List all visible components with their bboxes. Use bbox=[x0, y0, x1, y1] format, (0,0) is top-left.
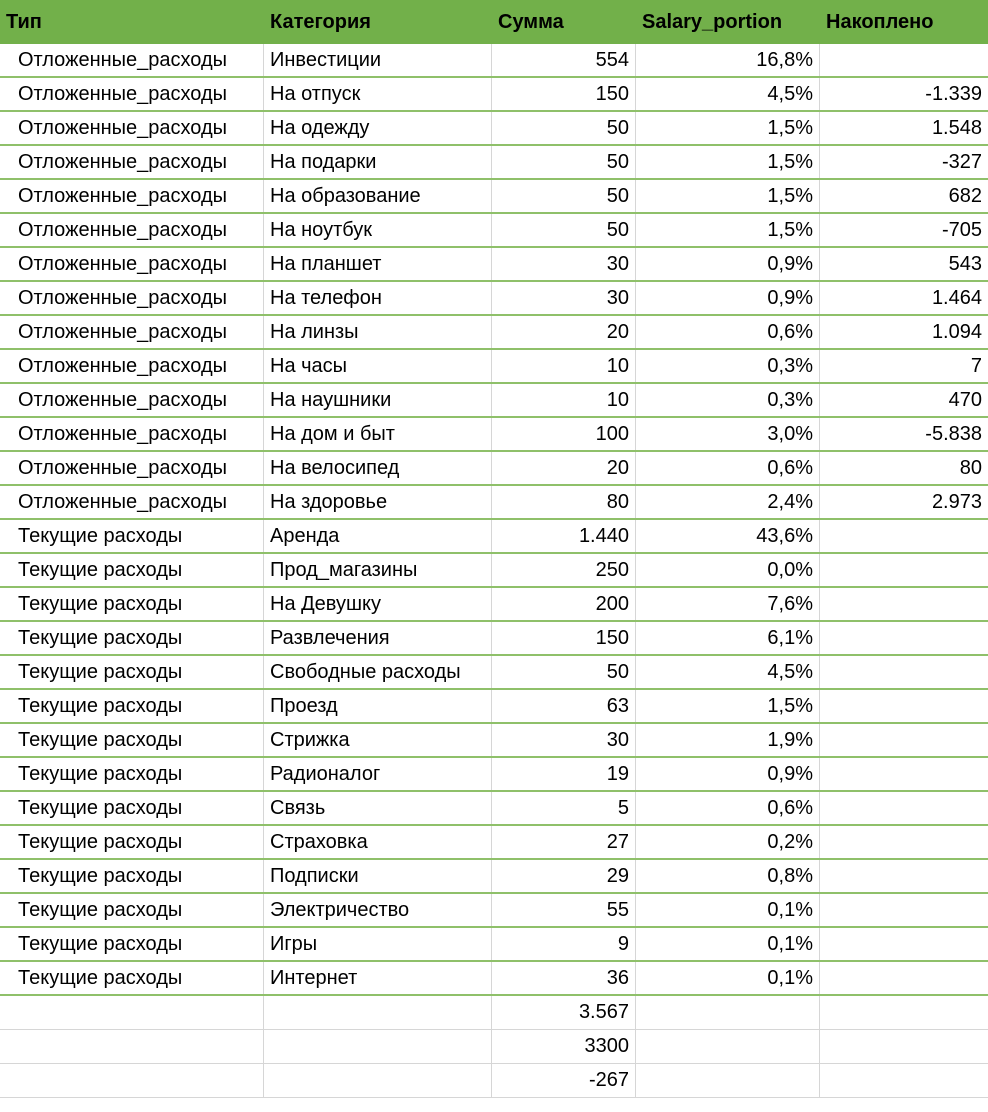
cell-amount[interactable]: 80 bbox=[492, 486, 636, 518]
empty-cell[interactable] bbox=[820, 996, 988, 1029]
total-value[interactable]: -267 bbox=[492, 1064, 636, 1097]
table-body bbox=[0, 44, 988, 996]
cell-category[interactable]: Развлечения bbox=[264, 622, 492, 654]
cell-salary-portion[interactable]: 0,2% bbox=[636, 826, 820, 858]
cell-accumulated[interactable] bbox=[820, 44, 988, 76]
table-row bbox=[0, 860, 988, 894]
totals-block bbox=[0, 996, 988, 1098]
table-row bbox=[0, 792, 988, 826]
cell-category[interactable]: На Девушку bbox=[264, 588, 492, 620]
table-row bbox=[0, 962, 988, 996]
cell-salary-portion[interactable]: 6,1% bbox=[636, 622, 820, 654]
empty-cell[interactable] bbox=[820, 1064, 988, 1097]
cell-type[interactable]: Текущие расходы bbox=[0, 588, 264, 620]
cell-category[interactable]: Страховка bbox=[264, 826, 492, 858]
cell-accumulated[interactable] bbox=[820, 962, 988, 994]
cell-category[interactable]: Аренда bbox=[264, 520, 492, 552]
header-amount[interactable]: Сумма bbox=[498, 10, 564, 33]
cell-accumulated[interactable] bbox=[820, 826, 988, 858]
table-row bbox=[0, 826, 988, 860]
cell-type[interactable]: Текущие расходы bbox=[0, 690, 264, 722]
cell-salary-portion[interactable]: 4,5% bbox=[636, 656, 820, 688]
cell-salary-portion[interactable]: 0,1% bbox=[636, 928, 820, 960]
cell-accumulated[interactable]: 470 bbox=[948, 388, 982, 411]
cell-category[interactable]: На одежду bbox=[264, 112, 492, 144]
cell-amount[interactable]: 200 bbox=[492, 588, 636, 620]
table-row bbox=[0, 418, 988, 452]
cell-amount[interactable]: 10 bbox=[492, 384, 636, 416]
cell-amount[interactable]: 1.440 bbox=[492, 520, 636, 552]
cell-category[interactable]: Подписки bbox=[264, 860, 492, 892]
cell-amount[interactable]: 50 bbox=[492, 214, 636, 246]
cell-salary-portion[interactable]: 1,5% bbox=[636, 690, 820, 722]
table-row bbox=[0, 214, 988, 248]
cell-type[interactable]: Текущие расходы bbox=[0, 656, 264, 688]
cell-amount[interactable]: 250 bbox=[492, 554, 636, 586]
empty-cell[interactable] bbox=[264, 996, 492, 1029]
table-row bbox=[0, 928, 988, 962]
cell-salary-portion[interactable]: 1,5% bbox=[636, 112, 820, 144]
cell-accumulated[interactable]: -327 bbox=[941, 150, 982, 173]
cell-type[interactable]: Отложенные_расходы bbox=[0, 78, 264, 110]
cell-salary-portion[interactable]: 0,9% bbox=[636, 758, 820, 790]
totals-row bbox=[0, 1030, 988, 1064]
cell-salary-portion[interactable]: 0,1% bbox=[636, 894, 820, 926]
cell-amount[interactable]: 63 bbox=[492, 690, 636, 722]
cell-type[interactable]: Текущие расходы bbox=[0, 894, 264, 926]
cell-amount[interactable]: 19 bbox=[492, 758, 636, 790]
empty-cell[interactable] bbox=[636, 1030, 820, 1063]
table-row bbox=[0, 758, 988, 792]
table-row bbox=[0, 78, 988, 112]
cell-salary-portion[interactable]: 1,5% bbox=[636, 214, 820, 246]
cell-salary-portion[interactable]: 0,6% bbox=[636, 792, 820, 824]
totals-row bbox=[0, 1064, 988, 1098]
cell-category[interactable]: На здоровье bbox=[264, 486, 492, 518]
cell-category[interactable]: На дом и быт bbox=[264, 418, 492, 450]
cell-type[interactable]: Текущие расходы bbox=[0, 928, 264, 960]
cell-salary-portion[interactable]: 1,9% bbox=[636, 724, 820, 756]
cell-accumulated[interactable]: 2.973 bbox=[931, 490, 982, 513]
cell-amount[interactable]: 50 bbox=[492, 112, 636, 144]
cell-category[interactable]: Прод_магазины bbox=[264, 554, 492, 586]
cell-type[interactable]: Текущие расходы bbox=[0, 724, 264, 756]
cell-salary-portion[interactable]: 0,0% bbox=[636, 554, 820, 586]
cell-salary-portion[interactable]: 0,9% bbox=[636, 282, 820, 314]
cell-amount[interactable]: 20 bbox=[492, 452, 636, 484]
cell-accumulated[interactable] bbox=[820, 588, 988, 620]
empty-cell[interactable] bbox=[0, 1030, 264, 1063]
cell-category[interactable]: На ноутбук bbox=[264, 214, 492, 246]
cell-type[interactable]: Текущие расходы bbox=[0, 622, 264, 654]
cell-accumulated[interactable]: -5.838 bbox=[925, 422, 982, 445]
table-row bbox=[0, 520, 988, 554]
cell-amount[interactable]: 50 bbox=[492, 656, 636, 688]
table-row bbox=[0, 112, 988, 146]
total-value[interactable]: 3.567 bbox=[492, 996, 636, 1029]
cell-salary-portion[interactable]: 0,6% bbox=[636, 452, 820, 484]
cell-amount[interactable]: 100 bbox=[492, 418, 636, 450]
cell-amount[interactable]: 30 bbox=[492, 282, 636, 314]
table-row bbox=[0, 622, 988, 656]
cell-accumulated[interactable] bbox=[820, 656, 988, 688]
cell-salary-portion[interactable]: 1,5% bbox=[636, 146, 820, 178]
table-row bbox=[0, 146, 988, 180]
cell-accumulated[interactable] bbox=[820, 894, 988, 926]
cell-category[interactable]: На подарки bbox=[264, 146, 492, 178]
cell-category[interactable]: Стрижка bbox=[264, 724, 492, 756]
cell-accumulated[interactable] bbox=[820, 792, 988, 824]
cell-type[interactable]: Отложенные_расходы bbox=[0, 180, 264, 212]
table-row bbox=[0, 44, 988, 78]
cell-type[interactable]: Отложенные_расходы bbox=[0, 248, 264, 280]
cell-category[interactable]: Электричество bbox=[264, 894, 492, 926]
cell-type[interactable]: Текущие расходы bbox=[0, 520, 264, 552]
cell-category[interactable]: Интернет bbox=[264, 962, 492, 994]
cell-type[interactable]: Текущие расходы bbox=[0, 554, 264, 586]
cell-category[interactable]: Инвестиции bbox=[264, 44, 492, 76]
table-row bbox=[0, 554, 988, 588]
cell-amount[interactable]: 55 bbox=[492, 894, 636, 926]
cell-type[interactable]: Отложенные_расходы bbox=[0, 350, 264, 382]
cell-type[interactable]: Отложенные_расходы bbox=[0, 146, 264, 178]
cell-category[interactable]: Связь bbox=[264, 792, 492, 824]
cell-salary-portion[interactable]: 3,0% bbox=[636, 418, 820, 450]
cell-category[interactable]: Игры bbox=[264, 928, 492, 960]
cell-amount[interactable]: 554 bbox=[492, 44, 636, 76]
cell-category[interactable]: Радионалог bbox=[264, 758, 492, 790]
table-row bbox=[0, 690, 988, 724]
cell-category[interactable]: На часы bbox=[264, 350, 492, 382]
cell-type[interactable]: Отложенные_расходы bbox=[0, 316, 264, 348]
cell-accumulated[interactable] bbox=[820, 622, 988, 654]
empty-cell[interactable] bbox=[264, 1030, 492, 1063]
cell-salary-portion[interactable]: 1,5% bbox=[636, 180, 820, 212]
cell-type[interactable]: Отложенные_расходы bbox=[0, 384, 264, 416]
table-row bbox=[0, 384, 988, 418]
cell-amount[interactable]: 50 bbox=[492, 146, 636, 178]
table-row bbox=[0, 180, 988, 214]
table-row bbox=[0, 452, 988, 486]
cell-salary-portion[interactable]: 43,6% bbox=[636, 520, 820, 552]
table-row bbox=[0, 588, 988, 622]
totals-row bbox=[0, 996, 988, 1030]
cell-type[interactable]: Текущие расходы bbox=[0, 962, 264, 994]
header-salary-portion[interactable]: Salary_portion bbox=[642, 10, 783, 33]
cell-accumulated[interactable]: 543 bbox=[948, 252, 982, 275]
cell-category[interactable]: На велосипед bbox=[264, 452, 492, 484]
empty-cell[interactable] bbox=[0, 996, 264, 1029]
cell-accumulated[interactable]: 7 bbox=[970, 354, 982, 377]
cell-type[interactable]: Отложенные_расходы bbox=[0, 452, 264, 484]
cell-accumulated[interactable]: -1.339 bbox=[925, 82, 982, 105]
cell-category[interactable]: На наушники bbox=[264, 384, 492, 416]
cell-type[interactable]: Отложенные_расходы bbox=[0, 282, 264, 314]
cell-salary-portion[interactable]: 4,5% bbox=[636, 78, 820, 110]
cell-accumulated[interactable]: 1.464 bbox=[931, 286, 982, 309]
empty-cell[interactable] bbox=[264, 1064, 492, 1097]
cell-accumulated[interactable] bbox=[820, 724, 988, 756]
cell-type[interactable]: Отложенные_расходы bbox=[0, 418, 264, 450]
cell-accumulated[interactable] bbox=[820, 690, 988, 722]
cell-accumulated[interactable] bbox=[820, 554, 988, 586]
cell-category[interactable]: Проезд bbox=[264, 690, 492, 722]
cell-salary-portion[interactable]: 16,8% bbox=[636, 44, 820, 76]
cell-amount[interactable]: 20 bbox=[492, 316, 636, 348]
cell-amount[interactable]: 150 bbox=[492, 622, 636, 654]
header-type[interactable]: Тип bbox=[6, 10, 42, 33]
cell-accumulated[interactable] bbox=[820, 928, 988, 960]
header-accumulated[interactable]: Накоплено bbox=[826, 10, 934, 33]
header-row bbox=[0, 0, 988, 44]
empty-cell[interactable] bbox=[636, 1064, 820, 1097]
table-row bbox=[0, 248, 988, 282]
cell-amount[interactable]: 9 bbox=[492, 928, 636, 960]
cell-salary-portion[interactable]: 0,8% bbox=[636, 860, 820, 892]
empty-cell[interactable] bbox=[820, 1030, 988, 1063]
cell-category[interactable]: На линзы bbox=[264, 316, 492, 348]
cell-accumulated[interactable]: 682 bbox=[948, 184, 982, 207]
table-row bbox=[0, 282, 988, 316]
cell-amount[interactable]: 36 bbox=[492, 962, 636, 994]
cell-type[interactable]: Отложенные_расходы bbox=[0, 214, 264, 246]
cell-type[interactable]: Отложенные_расходы bbox=[0, 486, 264, 518]
cell-category[interactable]: На телефон bbox=[264, 282, 492, 314]
cell-amount[interactable]: 27 bbox=[492, 826, 636, 858]
cell-amount[interactable]: 30 bbox=[492, 248, 636, 280]
cell-accumulated[interactable]: 1.094 bbox=[931, 320, 982, 343]
cell-accumulated[interactable]: -705 bbox=[941, 218, 982, 241]
cell-type[interactable]: Текущие расходы bbox=[0, 826, 264, 858]
cell-salary-portion[interactable]: 0,9% bbox=[636, 248, 820, 280]
cell-accumulated[interactable] bbox=[820, 860, 988, 892]
table-row bbox=[0, 350, 988, 384]
cell-amount[interactable]: 10 bbox=[492, 350, 636, 382]
cell-salary-portion[interactable]: 0,3% bbox=[636, 350, 820, 382]
cell-amount[interactable]: 29 bbox=[492, 860, 636, 892]
cell-category[interactable]: На отпуск bbox=[264, 78, 492, 110]
cell-type[interactable]: Отложенные_расходы bbox=[0, 112, 264, 144]
cell-category[interactable]: На образование bbox=[264, 180, 492, 212]
cell-accumulated[interactable]: 1.548 bbox=[931, 116, 982, 139]
cell-salary-portion[interactable]: 0,1% bbox=[636, 962, 820, 994]
cell-amount[interactable]: 150 bbox=[492, 78, 636, 110]
cell-accumulated[interactable]: 80 bbox=[959, 456, 982, 479]
header-category[interactable]: Категория bbox=[270, 10, 371, 33]
cell-amount[interactable]: 30 bbox=[492, 724, 636, 756]
empty-cell[interactable] bbox=[0, 1064, 264, 1097]
cell-salary-portion[interactable]: 0,6% bbox=[636, 316, 820, 348]
cell-type[interactable]: Отложенные_расходы bbox=[0, 44, 264, 76]
cell-accumulated[interactable] bbox=[820, 520, 988, 552]
cell-category[interactable]: На планшет bbox=[264, 248, 492, 280]
cell-type[interactable]: Текущие расходы bbox=[0, 758, 264, 790]
cell-type[interactable]: Текущие расходы bbox=[0, 792, 264, 824]
cell-category[interactable]: Свободные расходы bbox=[264, 656, 492, 688]
table-row bbox=[0, 486, 988, 520]
cell-amount[interactable]: 50 bbox=[492, 180, 636, 212]
empty-cell[interactable] bbox=[636, 996, 820, 1029]
cell-type[interactable]: Текущие расходы bbox=[0, 860, 264, 892]
table-row bbox=[0, 894, 988, 928]
table-row bbox=[0, 316, 988, 350]
cell-salary-portion[interactable]: 7,6% bbox=[636, 588, 820, 620]
table-row bbox=[0, 656, 988, 690]
cell-amount[interactable]: 5 bbox=[492, 792, 636, 824]
cell-salary-portion[interactable]: 2,4% bbox=[636, 486, 820, 518]
table-row bbox=[0, 724, 988, 758]
cell-salary-portion[interactable]: 0,3% bbox=[636, 384, 820, 416]
cell-accumulated[interactable] bbox=[820, 758, 988, 790]
total-value[interactable]: 3300 bbox=[492, 1030, 636, 1063]
